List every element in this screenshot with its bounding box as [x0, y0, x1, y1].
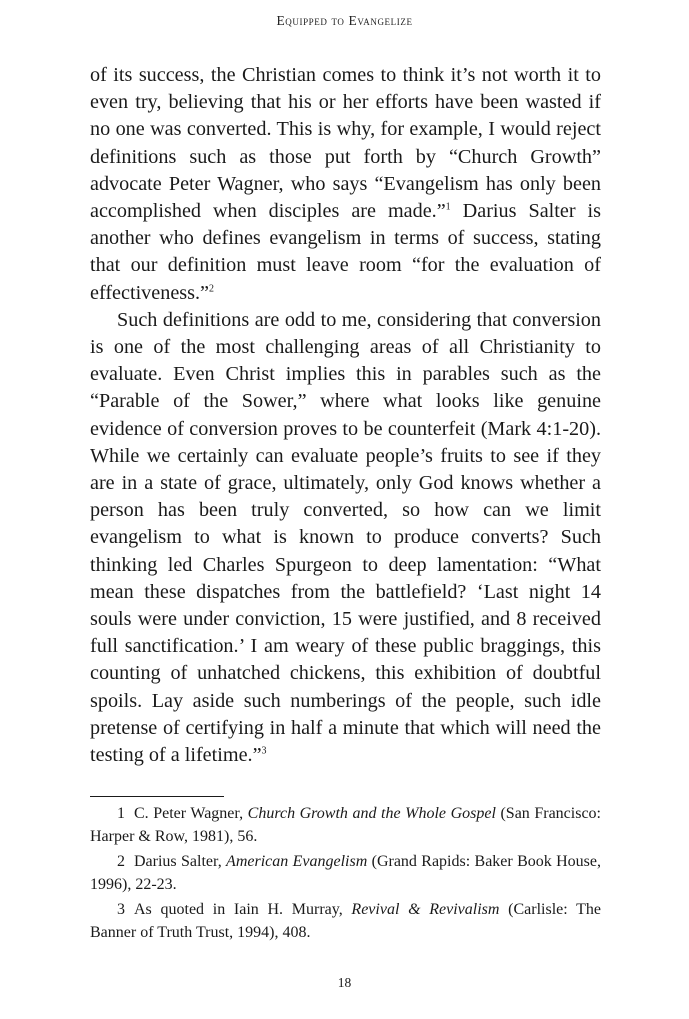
footnote-title: American Evangelism: [226, 853, 368, 870]
paragraph-text: Such definitions are odd to me, considering that conversion is one of the most challenging areas of all Christianity to evaluate. Even Christ implies this in parables such as the “Parable of the Sower,” where what looks like genuine evidence of conversion proves to be counterfeit (Mark 4:1-20). While we certainly can evaluate people’s fruits to see if they are in a state of grace, ultimately, only God knows whether a person has been truly converted, so how can we limit evangelism to what is known to produce converts? Such thinking led Charles Spurgeon to deep lamentation: “What mean these dispatches from the battlefield? ‘Last night 14 souls were under conviction, 15 were justified, and 8 received full sanctification.’ I am weary of these public braggings, this counting of unhatched chickens, this exhibition of doubtful spoils. Lay aside such numberings of the people, such idle pretense of certifying in half a minute that which will need the testing of a lifetime.”: [90, 308, 601, 767]
footnote-text: (Carlisle: The Banner of Truth Trust, 1994), 408.: [90, 901, 601, 941]
footnotes: [90, 803, 601, 947]
footnote-title: Church Growth and the Whole Gospel: [247, 805, 496, 822]
paragraph-1: [90, 62, 601, 307]
footnote-text: As quoted in Iain H. Murray,: [134, 901, 352, 918]
footnote-text: (San Francisco: Harper & Row, 1981), 56.: [90, 805, 601, 845]
footnote-number: 2: [117, 853, 125, 870]
body-text: [90, 62, 601, 769]
footnote-3: [90, 899, 601, 944]
footnote-title: Revival & Revivalism: [351, 901, 500, 918]
footnote-text: C. Peter Wagner,: [134, 805, 248, 822]
footnote-ref-1[interactable]: 1: [445, 201, 451, 213]
footnote-text: Darius Salter,: [134, 853, 227, 870]
footnote-1: [90, 803, 601, 848]
footnote-separator: [90, 796, 224, 797]
paragraph-text: of its success, the Christian comes to think it’s not worth it to even try, believing that his or her efforts have been wasted if no one was converted. This is why, for example, I would reject definitions such as those put forth by “Church Growth” advocate Peter Wagner, who says “Evangelism has only been accomplished when disciples are made.”: [90, 64, 601, 223]
running-head: Equipped to Evangelize: [276, 13, 413, 28]
footnote-number: 3: [117, 901, 125, 918]
paragraph-text: Darius Salter is another who defines evangelism in terms of success, stating that our definition must leave room “for the evaluation of effectiveness.”: [90, 200, 601, 304]
page-number: 18: [337, 975, 352, 990]
footnote-text: (Grand Rapids: Baker Book House, 1996), 22-23.: [90, 853, 601, 893]
footnote-number: 1: [117, 805, 125, 822]
footnote-ref-3[interactable]: 3: [261, 745, 267, 757]
paragraph-2: [90, 307, 601, 769]
footnote-ref-2[interactable]: 2: [209, 282, 215, 294]
footnote-2: [90, 851, 601, 896]
